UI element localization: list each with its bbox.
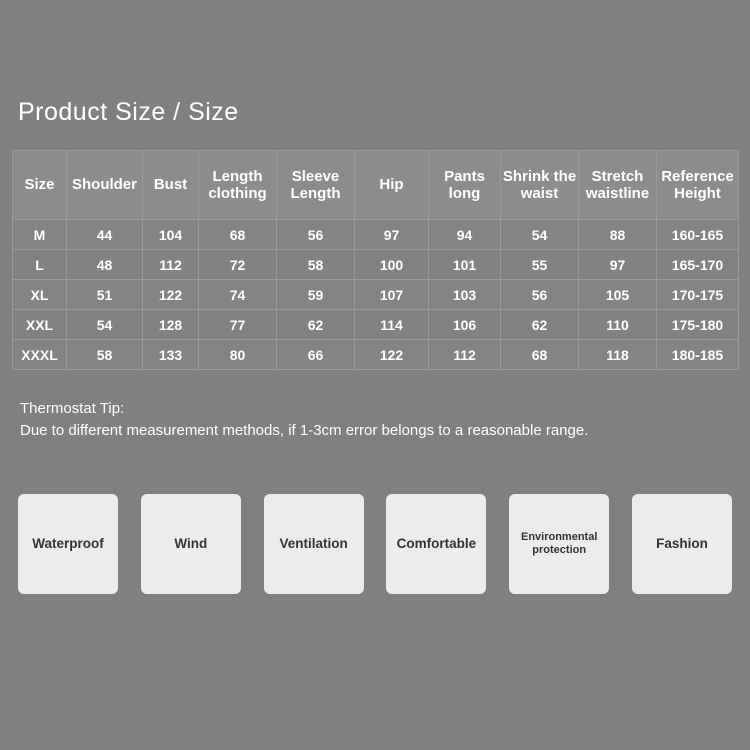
- cell-stretch-waistline: 118: [579, 340, 657, 370]
- cell-shrink-the-waist: 55: [501, 250, 579, 280]
- cell-reference-height: 170-175: [657, 280, 739, 310]
- cell-shoulder: 54: [67, 310, 143, 340]
- cell-reference-height: 165-170: [657, 250, 739, 280]
- column-header-stretch-waistline: Stretch waistline: [579, 151, 657, 220]
- page-title: Product Size / Size: [18, 98, 239, 126]
- feature-badge-environmental-protection: Environmental protection: [509, 494, 609, 594]
- cell-shoulder: 48: [67, 250, 143, 280]
- cell-bust: 133: [143, 340, 199, 370]
- cell-pants-long: 106: [429, 310, 501, 340]
- feature-badge-fashion: Fashion: [632, 494, 732, 594]
- cell-pants-long: 112: [429, 340, 501, 370]
- cell-pants-long: 103: [429, 280, 501, 310]
- cell-shrink-the-waist: 62: [501, 310, 579, 340]
- table-row: [13, 310, 739, 340]
- cell-sleeve-length: 66: [277, 340, 355, 370]
- cell-size: L: [13, 250, 67, 280]
- cell-length-clothing: 74: [199, 280, 277, 310]
- column-header-sleeve-length: Sleeve Length: [277, 151, 355, 220]
- cell-bust: 122: [143, 280, 199, 310]
- column-header-shoulder: Shoulder: [67, 151, 143, 220]
- cell-bust: 128: [143, 310, 199, 340]
- feature-badge-list: [18, 494, 732, 594]
- column-header-shrink-the-waist: Shrink the waist: [501, 151, 579, 220]
- column-header-bust: Bust: [143, 151, 199, 220]
- cell-reference-height: 175-180: [657, 310, 739, 340]
- cell-reference-height: 160-165: [657, 220, 739, 250]
- table-row: [13, 340, 739, 370]
- cell-shrink-the-waist: 54: [501, 220, 579, 250]
- cell-hip: 122: [355, 340, 429, 370]
- cell-shoulder: 44: [67, 220, 143, 250]
- column-header-hip: Hip: [355, 151, 429, 220]
- cell-length-clothing: 68: [199, 220, 277, 250]
- cell-bust: 104: [143, 220, 199, 250]
- cell-stretch-waistline: 97: [579, 250, 657, 280]
- feature-badge-comfortable: Comfortable: [386, 494, 486, 594]
- feature-badge-ventilation: Ventilation: [264, 494, 364, 594]
- cell-stretch-waistline: 88: [579, 220, 657, 250]
- cell-sleeve-length: 59: [277, 280, 355, 310]
- cell-sleeve-length: 62: [277, 310, 355, 340]
- cell-reference-height: 180-185: [657, 340, 739, 370]
- cell-size: XL: [13, 280, 67, 310]
- size-table-head: [13, 151, 739, 220]
- cell-shrink-the-waist: 56: [501, 280, 579, 310]
- cell-hip: 100: [355, 250, 429, 280]
- column-header-size: Size: [13, 151, 67, 220]
- column-header-pants-long: Pants long: [429, 151, 501, 220]
- measurement-note: [20, 398, 740, 442]
- column-header-length-clothing: Length clothing: [199, 151, 277, 220]
- size-table-body: [13, 220, 739, 370]
- size-table-container: [12, 150, 738, 370]
- note-body: Due to different measurement methods, if 1-3cm error belongs to a reasonable range.: [20, 421, 589, 439]
- cell-length-clothing: 80: [199, 340, 277, 370]
- size-table: [12, 150, 739, 370]
- cell-sleeve-length: 56: [277, 220, 355, 250]
- table-header-row: [13, 151, 739, 220]
- cell-pants-long: 101: [429, 250, 501, 280]
- cell-hip: 97: [355, 220, 429, 250]
- cell-bust: 112: [143, 250, 199, 280]
- cell-length-clothing: 72: [199, 250, 277, 280]
- feature-badge-waterproof: Waterproof: [18, 494, 118, 594]
- feature-badge-wind: Wind: [141, 494, 241, 594]
- column-header-reference-height: Reference Height: [657, 151, 739, 220]
- cell-sleeve-length: 58: [277, 250, 355, 280]
- cell-size: XXXL: [13, 340, 67, 370]
- cell-stretch-waistline: 110: [579, 310, 657, 340]
- cell-size: M: [13, 220, 67, 250]
- cell-pants-long: 94: [429, 220, 501, 250]
- cell-shoulder: 58: [67, 340, 143, 370]
- table-row: [13, 280, 739, 310]
- table-row: [13, 220, 739, 250]
- cell-shrink-the-waist: 68: [501, 340, 579, 370]
- cell-hip: 114: [355, 310, 429, 340]
- cell-stretch-waistline: 105: [579, 280, 657, 310]
- cell-shoulder: 51: [67, 280, 143, 310]
- cell-hip: 107: [355, 280, 429, 310]
- note-heading: Thermostat Tip:: [20, 400, 125, 417]
- table-row: [13, 250, 739, 280]
- cell-size: XXL: [13, 310, 67, 340]
- cell-length-clothing: 77: [199, 310, 277, 340]
